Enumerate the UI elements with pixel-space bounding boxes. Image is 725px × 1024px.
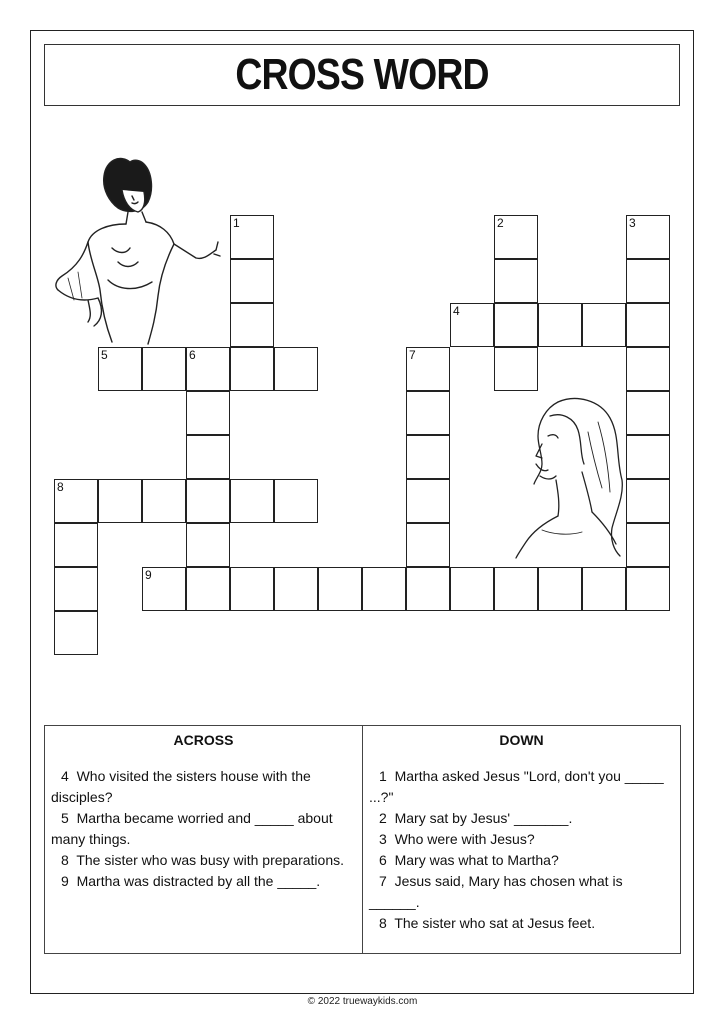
across-column [45,726,362,953]
crossword-cell[interactable] [406,391,450,435]
crossword-cell[interactable] [274,479,318,523]
crossword-cell[interactable] [274,567,318,611]
crossword-cell[interactable] [362,567,406,611]
down-clue: 8 The sister who sat at Jesus feet. [379,915,596,931]
crossword-cell[interactable] [626,215,670,259]
clue-number: 9 [145,568,152,582]
down-column [362,726,680,953]
crossword-cell[interactable] [54,523,98,567]
crossword-cell[interactable] [186,567,230,611]
crossword-cell[interactable] [626,567,670,611]
crossword-cell[interactable] [186,391,230,435]
crossword-cell[interactable] [626,259,670,303]
crossword-cell[interactable] [406,567,450,611]
crossword-cell[interactable] [406,435,450,479]
down-heading: DOWN [499,732,544,748]
crossword-cell[interactable] [186,523,230,567]
crossword-cell[interactable] [494,303,538,347]
across-clue: 4 Who visited the sisters house with the disciples? [51,768,311,805]
crossword-cell[interactable] [626,347,670,391]
clue-number: 8 [57,480,64,494]
crossword-cell[interactable] [406,523,450,567]
across-clue: 5 Martha became worried and _____ about many things. [51,810,333,847]
down-clue: 7 Jesus said, Mary has chosen what is ______. [369,873,623,910]
crossword-cell[interactable] [494,347,538,391]
crossword-cell[interactable] [538,303,582,347]
down-clue: 2 Mary sat by Jesus' _______. [379,810,573,826]
crossword-cell[interactable] [582,303,626,347]
crossword-cell[interactable] [494,215,538,259]
crossword-cell[interactable] [494,567,538,611]
copyright-footer: © 2022 truewaykids.com [307,996,418,1007]
crossword-cell[interactable] [494,259,538,303]
down-clue: 6 Mary was what to Martha? [379,852,559,868]
clue-number: 1 [233,216,240,230]
crossword-cell[interactable] [582,567,626,611]
crossword-cell[interactable] [626,523,670,567]
clue-number: 6 [189,348,196,362]
crossword-cell[interactable] [230,479,274,523]
clue-number: 7 [409,348,416,362]
crossword-cell[interactable] [450,567,494,611]
crossword-cell[interactable] [186,435,230,479]
clue-number: 5 [101,348,108,362]
crossword-cell[interactable] [98,479,142,523]
crossword-cell[interactable] [186,347,230,391]
crossword-cell[interactable] [274,347,318,391]
down-clue: 1 Martha asked Jesus "Lord, don't you _____ ...?" [369,768,664,805]
crossword-cell[interactable] [230,567,274,611]
crossword-cell[interactable] [626,435,670,479]
page-title: CROSS WORD [235,50,489,99]
crossword-cell[interactable] [626,391,670,435]
clue-number: 3 [629,216,636,230]
crossword-cell[interactable] [230,303,274,347]
clue-number: 4 [453,304,460,318]
crossword-cell[interactable] [98,347,142,391]
crossword-cell[interactable] [186,479,230,523]
crossword-cell[interactable] [450,303,494,347]
crossword-cell[interactable] [626,479,670,523]
clues-table [44,725,681,954]
down-clue: 3 Who were with Jesus? [379,831,535,847]
crossword-cell[interactable] [142,479,186,523]
crossword-cell[interactable] [318,567,362,611]
crossword-cell[interactable] [54,479,98,523]
crossword-cell[interactable] [230,215,274,259]
crossword-cell[interactable] [626,303,670,347]
across-clue: 9 Martha was distracted by all the _____. [61,873,321,889]
crossword-cell[interactable] [406,479,450,523]
across-heading: ACROSS [173,732,234,748]
clue-number: 2 [497,216,504,230]
crossword-cell[interactable] [142,347,186,391]
across-clue-list [51,766,356,892]
down-clue-list [369,766,674,934]
crossword-cell[interactable] [54,567,98,611]
across-clue: 8 The sister who was busy with preparations. [61,852,345,868]
crossword-cell[interactable] [142,567,186,611]
crossword-cell[interactable] [230,259,274,303]
crossword-cell[interactable] [54,611,98,655]
crossword-cell[interactable] [538,567,582,611]
crossword-cell[interactable] [406,347,450,391]
crossword-cell[interactable] [230,347,274,391]
